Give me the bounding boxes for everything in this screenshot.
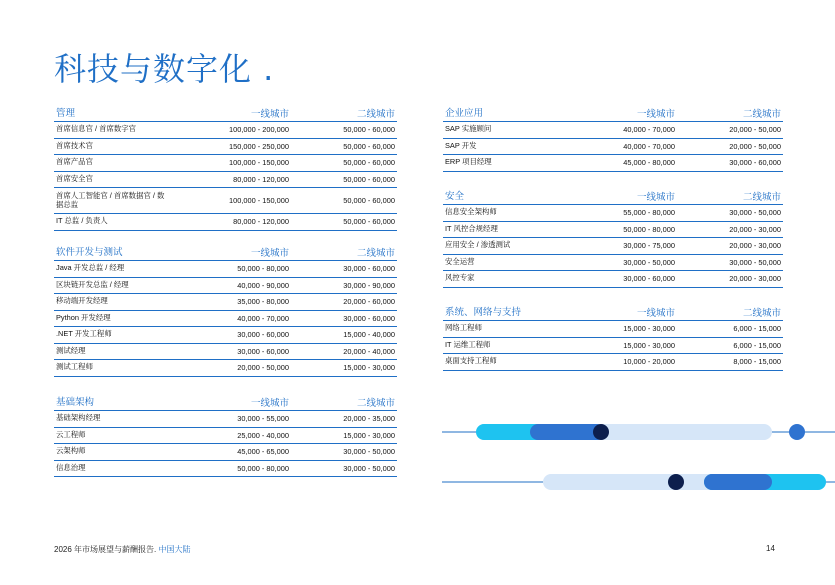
table-row	[54, 360, 397, 377]
table-row	[54, 327, 397, 344]
table-header	[443, 104, 783, 122]
table-row	[54, 188, 397, 214]
table-row	[54, 294, 397, 311]
table-row	[54, 344, 397, 361]
table-row	[54, 428, 397, 445]
table-row	[54, 172, 397, 189]
security-salary-table	[443, 187, 783, 288]
tier2-salary: 30,000 - 50,000	[729, 208, 781, 218]
tier2-salary: 20,000 - 50,000	[729, 125, 781, 135]
tier2-salary: 30,000 - 60,000	[343, 264, 395, 274]
tier1-salary: 100,000 - 150,000	[229, 158, 289, 168]
tier1-salary: 10,000 - 20,000	[623, 357, 675, 367]
page-number: 14	[766, 544, 775, 553]
table-header	[443, 303, 783, 321]
role-name: 云工程师	[56, 429, 86, 439]
table-row	[443, 155, 783, 172]
table-row	[443, 139, 783, 156]
role-name: 信息治理	[56, 462, 86, 472]
footer-region: 中国大陆	[158, 545, 191, 554]
role-name: SAP 开发	[445, 140, 477, 150]
table-row	[54, 261, 397, 278]
table-row	[54, 278, 397, 295]
tier2-salary: 50,000 - 60,000	[343, 196, 395, 205]
section-heading: 基础架构	[56, 397, 95, 409]
section-heading: 软件开发与测试	[56, 247, 123, 259]
section-heading: 安全	[445, 191, 465, 203]
tier2-salary: 20,000 - 30,000	[729, 241, 781, 251]
role-name: 网络工程师	[445, 323, 482, 333]
footer-report-name	[54, 544, 190, 555]
tier2-salary: 30,000 - 60,000	[343, 313, 395, 323]
column-header: 二线城市	[742, 109, 781, 120]
tier2-salary: 30,000 - 60,000	[729, 158, 781, 168]
role-name: IT 总监 / 负责人	[56, 216, 108, 226]
table-header	[54, 104, 397, 122]
column-header: 二线城市	[742, 192, 781, 203]
column-header: 二线城市	[742, 308, 781, 319]
role-name: 云架构师	[56, 446, 86, 456]
tier1-salary: 80,000 - 120,000	[233, 174, 289, 184]
table-header	[443, 187, 783, 205]
tier2-salary: 30,000 - 50,000	[729, 257, 781, 267]
tier1-salary: 50,000 - 80,000	[237, 264, 289, 274]
table-header	[54, 393, 397, 411]
tier1-salary: 20,000 - 50,000	[237, 363, 289, 373]
column-header: 二线城市	[356, 109, 395, 120]
column-header: 一线城市	[636, 192, 675, 203]
tier2-salary: 30,000 - 50,000	[343, 447, 395, 457]
tier1-salary: 45,000 - 65,000	[237, 447, 289, 457]
tier2-salary: 30,000 - 90,000	[343, 280, 395, 290]
role-name: 风控专家	[445, 273, 475, 283]
tier1-salary: 55,000 - 80,000	[623, 208, 675, 218]
decorative-timeline-graphic	[430, 410, 835, 510]
table-row	[54, 311, 397, 328]
role-name: 首席信息官 / 首席数字官	[56, 124, 137, 134]
table-row	[54, 444, 397, 461]
tier2-salary: 15,000 - 30,000	[343, 363, 395, 373]
role-name: Java 开发总监 / 经理	[56, 263, 125, 273]
table-header	[54, 243, 397, 261]
tier1-salary: 150,000 - 250,000	[229, 141, 289, 151]
tier2-salary: 15,000 - 30,000	[343, 430, 395, 440]
table-row	[54, 411, 397, 428]
tier2-salary: 6,000 - 15,000	[733, 324, 781, 334]
infrastructure-salary-table	[54, 393, 397, 477]
tier1-salary: 40,000 - 70,000	[623, 125, 675, 135]
tier2-salary: 50,000 - 60,000	[343, 174, 395, 184]
footer-report-title: 2026 年市场展望与薪酬报告.	[54, 545, 159, 554]
tier1-salary: 30,000 - 55,000	[237, 414, 289, 424]
deco-dot-navy-top	[593, 424, 609, 440]
tier2-salary: 50,000 - 60,000	[343, 125, 395, 135]
role-name: SAP 实施顾问	[445, 124, 492, 134]
column-header: 二线城市	[356, 398, 395, 409]
tier1-salary: 80,000 - 120,000	[233, 217, 289, 227]
tier1-salary: 30,000 - 75,000	[623, 241, 675, 251]
tier1-salary: 30,000 - 60,000	[237, 346, 289, 356]
role-name: 测试工程师	[56, 362, 93, 372]
role-name: 移动端开发经理	[56, 296, 108, 306]
systems-salary-table	[443, 303, 783, 371]
tier2-salary: 50,000 - 60,000	[343, 217, 395, 227]
page-title: 科技与数字化 .	[54, 50, 275, 88]
column-header: 一线城市	[250, 398, 289, 409]
role-name: 基础架构经理	[56, 413, 101, 423]
tier2-salary: 50,000 - 60,000	[343, 141, 395, 151]
role-name: Python 开发经理	[56, 312, 111, 322]
tier2-salary: 6,000 - 15,000	[733, 340, 781, 350]
role-name: ERP 项目经理	[445, 157, 492, 167]
role-name: 首席人工智能官 / 首席数据官 / 数据总监	[56, 190, 165, 209]
tier2-salary: 30,000 - 50,000	[343, 463, 395, 473]
role-name: IT 风控合规经理	[445, 223, 498, 233]
deco-dot-blue-top	[789, 424, 805, 440]
tier1-salary: 30,000 - 50,000	[623, 257, 675, 267]
section-heading: 企业应用	[445, 108, 484, 120]
table-row	[443, 321, 783, 338]
tier2-salary: 20,000 - 35,000	[343, 414, 395, 424]
column-header: 一线城市	[636, 308, 675, 319]
tier1-salary: 40,000 - 90,000	[237, 280, 289, 290]
tier1-salary: 40,000 - 70,000	[623, 141, 675, 151]
role-name: 桌面支持工程师	[445, 356, 497, 366]
tier2-salary: 20,000 - 30,000	[729, 224, 781, 234]
table-row	[443, 122, 783, 139]
tier2-salary: 20,000 - 60,000	[343, 297, 395, 307]
table-row	[443, 354, 783, 371]
table-row	[443, 255, 783, 272]
tier1-salary: 30,000 - 60,000	[237, 330, 289, 340]
table-row	[443, 238, 783, 255]
table-row	[54, 214, 397, 231]
tier1-salary: 100,000 - 150,000	[229, 196, 289, 205]
tier1-salary: 40,000 - 70,000	[237, 313, 289, 323]
software-salary-table	[54, 243, 397, 377]
tier1-salary: 30,000 - 60,000	[623, 274, 675, 284]
role-name: 首席安全官	[56, 173, 93, 183]
tier1-salary: 50,000 - 80,000	[623, 224, 675, 234]
tier1-salary: 100,000 - 200,000	[229, 125, 289, 135]
role-name: 区块链开发总监 / 经理	[56, 279, 129, 289]
tier2-salary: 50,000 - 60,000	[343, 158, 395, 168]
role-name: .NET 开发工程师	[56, 329, 112, 339]
tier2-salary: 20,000 - 50,000	[729, 141, 781, 151]
tier1-salary: 50,000 - 80,000	[237, 463, 289, 473]
column-header: 一线城市	[250, 109, 289, 120]
tier2-salary: 20,000 - 40,000	[343, 346, 395, 356]
role-name: IT 运维工程师	[445, 339, 491, 349]
tier2-salary: 15,000 - 40,000	[343, 330, 395, 340]
tier2-salary: 20,000 - 30,000	[729, 274, 781, 284]
table-row	[54, 155, 397, 172]
management-salary-table	[54, 104, 397, 231]
table-row	[443, 222, 783, 239]
table-row	[54, 139, 397, 156]
table-row	[54, 122, 397, 139]
section-heading: 管理	[56, 108, 76, 120]
role-name: 安全运营	[445, 256, 475, 266]
role-name: 首席技术官	[56, 140, 93, 150]
tier1-salary: 15,000 - 30,000	[623, 340, 675, 350]
deco-bar-blue-bottom	[704, 474, 772, 490]
deco-dot-navy-bottom	[668, 474, 684, 490]
table-row	[54, 461, 397, 478]
tier2-salary: 8,000 - 15,000	[733, 357, 781, 367]
role-name: 应用安全 / 渗透测试	[445, 240, 511, 250]
table-row	[443, 205, 783, 222]
role-name: 首席产品官	[56, 157, 93, 167]
section-heading: 系统、网络与支持	[445, 307, 522, 319]
column-header: 二线城市	[356, 248, 395, 259]
table-row	[443, 338, 783, 355]
column-header: 一线城市	[636, 109, 675, 120]
column-header: 一线城市	[250, 248, 289, 259]
role-name: 测试经理	[56, 345, 86, 355]
table-row	[443, 271, 783, 288]
enterprise-salary-table	[443, 104, 783, 172]
tier1-salary: 15,000 - 30,000	[623, 324, 675, 334]
tier1-salary: 45,000 - 80,000	[623, 158, 675, 168]
tier1-salary: 25,000 - 40,000	[237, 430, 289, 440]
tier1-salary: 35,000 - 80,000	[237, 297, 289, 307]
role-name: 信息安全架构师	[445, 207, 497, 217]
